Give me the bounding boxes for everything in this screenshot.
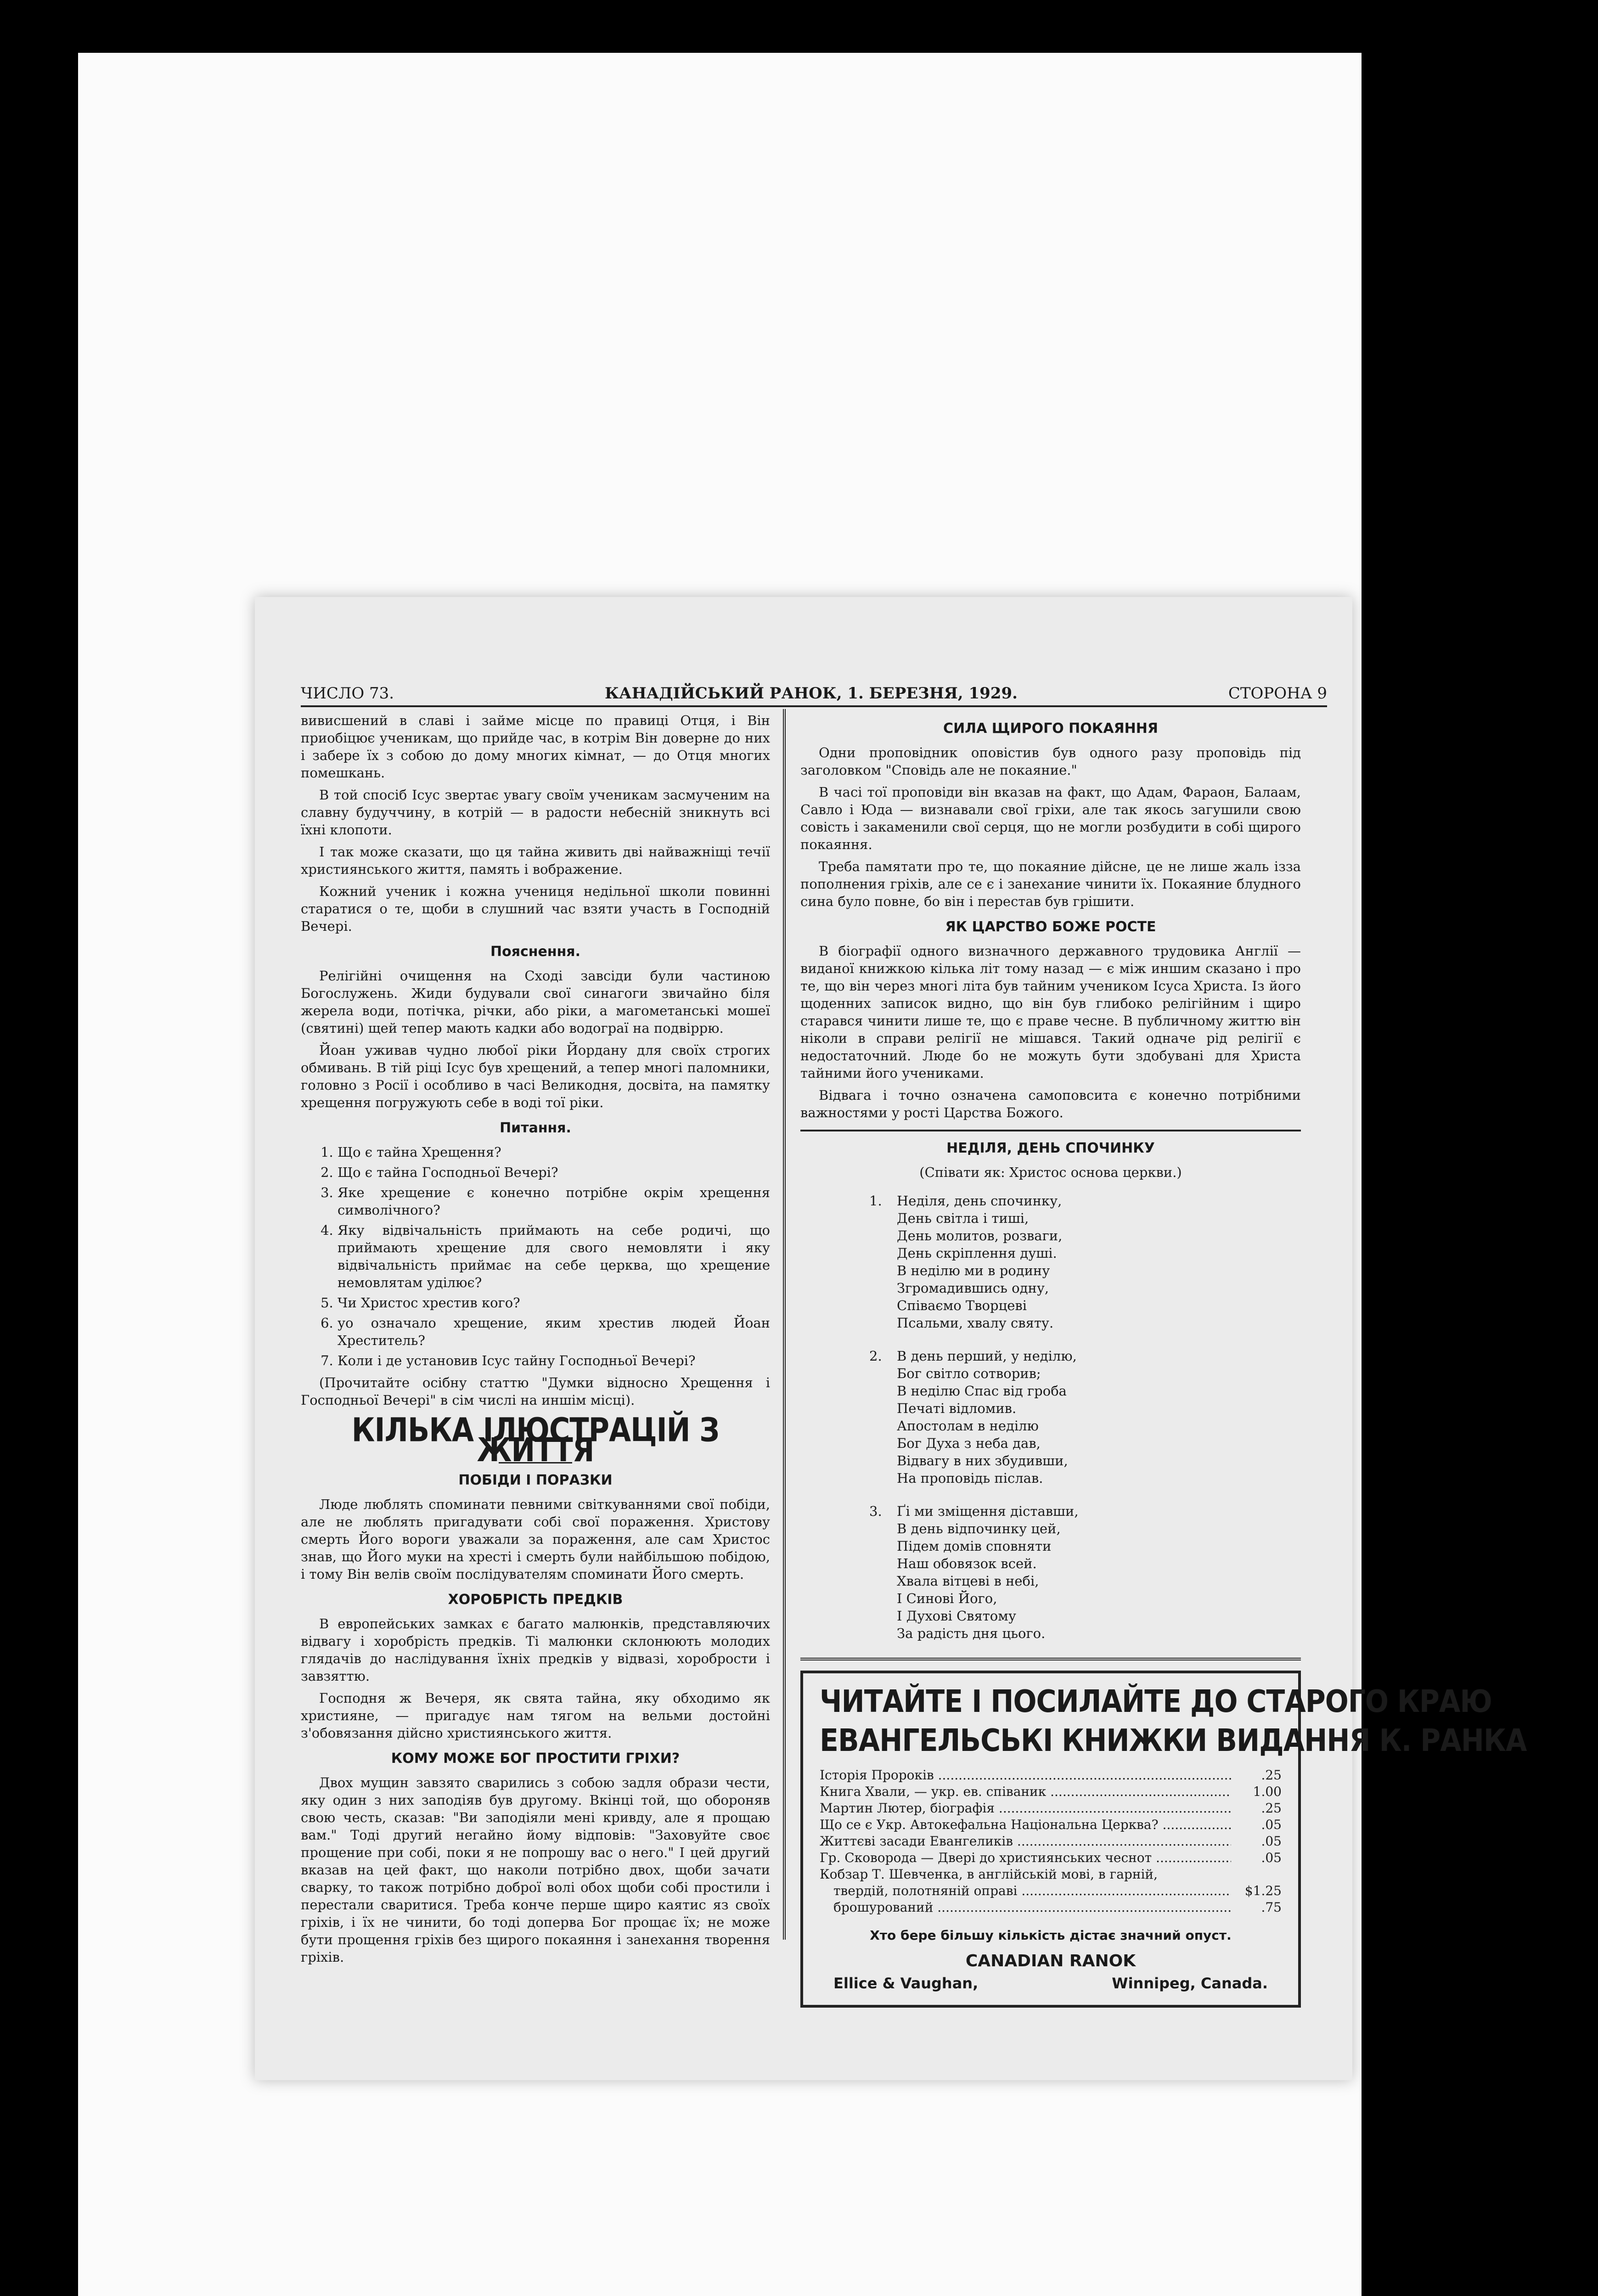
paragraph: В біографії одного визначного державного трудовика Англії — виданої книжкою кілька літ тому назад — є між иншим сказано і про те, що він через многі літа був тайним учеником Ісуса Христа. Із його щоденних записок видно, що він був глибоко релігійним і щиро старався чинити лише те, що є праве чесне. В публичному життю він ніколи в справи релігії не мішався. Такий одначе рід релігії є недостаточний. Люде бо не можуть бути здобувані для Христа тайними його учениками. [800,943,1301,1081]
book-item [820,1833,1282,1850]
paragraph: Двох мущин завзято сварились з собою задля образи чести, яку один з них заподіяв був другому. Вкінці той, що обороняв свою честь, сказав: "Ви заподіяли мені кривду, але я прощаю вам." Тоді другий негайно йому відповів: "Заховуйте своє прощение при собі, поки я не попрошу вас о него." І цей другий вказав на цей факт, що наколи потрібно двох, щоби зачати сварку, то також потрібно доброї волі обох щоби собі простили і перестали сваритися. Треба конче перше щиро каятис яз своїх гріхів, і їх не чинити, бо тоді доперва Бог прощає їх; не може бути прощення гріхів без щирого покаяння і занехання творення гріхів. [301,1775,770,1965]
masthead [301,675,1327,703]
verse-line: На проповідь післав. [897,1470,1043,1486]
book-title: Гр. Сковорода — Двері до християнських чеснот ..... [820,1850,1231,1866]
book-item [820,1767,1282,1784]
paragraph: В часі тої проповіди він вказав на факт, що Адам, Фараон, Балаам, Савло і Юда — визнавали свої гріхи, але так якось загушили свою совість і закаменили свої серця, що не могли розбудити в собі щирого покаяння. [800,784,1301,852]
section-heading: ЯК ЦАРСТВО БОЖЕ РОСТЕ [945,919,1156,935]
hymn-note: (Співати як: Христос основа церкви.) [919,1165,1182,1180]
hymn-heading: НЕДІЛЯ, ДЕНЬ СПОЧИНКУ [946,1140,1155,1156]
publisher-name: CANADIAN RANOK [965,1952,1136,1970]
book-title: твердій, полотняній оправі ..... [820,1883,1231,1899]
section-heading-questions: Питання. [500,1120,571,1136]
paragraph: (Прочитайте осібну статтю "Думки відносно Хрещення і Господньої Вечері" в сім числі на иншім місці). [301,1375,770,1408]
newspaper-page [255,597,1527,2080]
ad-title-line: ЧИТАЙТЕ І ПОСИЛАЙТЕ ДО СТАРОГО КРАЮ [820,1683,1492,1720]
address-city: Winnipeg, Canada. [1112,1975,1268,1992]
book-price: .25 [1261,1767,1282,1783]
paragraph: Йоан уживав чудно любої ріки Йордану для своїх строгих обмивань. В тій ріці Ісус був хрещений, а тепер многі паломники, головно з Росії і особливо в часі Великодня, досвіта, на памятку хрещення погружують себе в воді тої ріки. [301,1042,770,1110]
stanza-number: 2. [869,1348,882,1364]
book-price: $1.25 [1244,1883,1282,1898]
book-title: Мартин Лютер, біографія ..... [820,1800,1231,1817]
list-item: 2. Що є тайна Господньої Вечері? [338,1164,770,1181]
verse-line: Бог Духа з неба дав, [897,1435,1041,1451]
left-column [301,712,770,1970]
verse-line: Печаті відломив. [897,1401,1017,1416]
verse-line: В день відпочинку цей, [897,1521,1061,1536]
verse-line: В неділю ми в родину [897,1263,1050,1278]
book-item [820,1866,1282,1883]
paragraph: Відвага і точно означена самоповсита є конечно потрібними важностями у рості Царства Божого. [800,1087,1301,1120]
masthead-rule [301,705,1327,707]
paragraph: Люде люблять споминати певними світкуваннями свої побіди, але не люблять пригадувати собі свої пораження. Христову смерть Його вороги уважали за пораження, але сам Христос знав, що Його муки на хресті і смерть були найбільшою побідою, і тому Він велів своїм послідувателям споминати Його смерть. [301,1497,770,1582]
book-price: 1.00 [1253,1784,1282,1799]
book-price: .05 [1261,1850,1282,1865]
paragraph: В той спосіб Ісус звертає увагу своїм ученикам засмученим на славну будуччину, в котрій — в радости небесній зникнуть всі їхні клопоти. [301,787,770,838]
book-item [820,1784,1282,1800]
stanza-number: 1. [869,1193,882,1209]
verse-line: Згромадившись одну, [897,1280,1049,1296]
paragraph: В европейських замках є багато малюнків, представляючих відвагу і хоробрість предків. Ті малюнки склонюють молодих глядачів до наслідування їхніх предків у відвазі, хоробрости і завзяттю. [301,1616,770,1684]
book-item [820,1883,1282,1899]
book-title: Історія Пророків ..... [820,1767,1231,1784]
verse-line: Апостолам в неділю [897,1418,1039,1434]
verse-line: В неділю Спас від гроба [897,1383,1067,1399]
issue-number: ЧИСЛО 73. [301,684,394,703]
verse-line: За радість дня цього. [897,1626,1046,1641]
verse-line: Бог світло сотворив; [897,1366,1041,1381]
verse-line: Ґі ми зміщення діставши, [897,1503,1079,1519]
questions-list [301,1143,770,1369]
right-column [800,712,1527,2008]
book-title: Кобзар Т. Шевченка, в англійській мові, в гарній, [820,1867,1158,1882]
list-item: 5. Чи Христос хрестив кого? [338,1294,770,1311]
paragraph: Релігійні очищення на Сході завсіди були частиною Богослужень. Жиди будували свої синагоги звичайно біля жерела води, потічка, річки, або ріки, а магометанські мошеї (святині) щей тепер мають кадки або водограї на подвіррю. [301,968,770,1036]
book-list [820,1767,1282,1916]
ad-title-line: ЕВАНГЕЛЬСЬКІ КНИЖКИ ВИДАННЯ К. РАНКА [820,1722,1527,1759]
stanza-number: 3. [869,1503,882,1519]
verse-line: І Духові Святому [897,1608,1016,1624]
verse-line: День молитов, розваги, [897,1228,1063,1244]
verse-line: Підем домів сповняти [897,1538,1052,1554]
verse-line: В день перший, у неділю, [897,1348,1077,1364]
book-title: Книга Хвали, — укр. ев. співаник ..... [820,1784,1231,1800]
section-heading: СИЛА ЩИРОГО ПОКАЯННЯ [943,720,1158,737]
verse-line: І Синові Його, [897,1591,997,1606]
paragraph: Господня ж Вечеря, як свята тайна, яку обходимо як християне, — пригадує нам тягом на вельми достойні з'обовязання дійсно християнського життя. [301,1690,770,1741]
paper-title-date: КАНАДІЙСЬКИЙ РАНОК, 1. БЕРЕЗНЯ, 1929. [604,684,1018,703]
verse-line: День світла і тиші, [897,1210,1029,1226]
verse-line: Відвагу в них збудивши, [897,1453,1068,1469]
ad-title [820,1682,1527,1760]
book-price: .05 [1261,1834,1282,1849]
list-item: 1. Що є тайна Хрещення? [338,1143,770,1161]
book-item [820,1800,1282,1817]
book-price: .25 [1261,1801,1282,1816]
section-heading: ХОРОБРІСТЬ ПРЕДКІВ [448,1592,623,1608]
book-item [820,1899,1282,1916]
paragraph: Одни проповідник оповістив був одного разу проповідь під заголовком "Сповідь але не покаяние." [800,745,1301,778]
paragraph: І так може сказати, що ця тайна живить дві найважніщі течії християнського життя, память і вображение. [301,844,770,877]
list-item: 3. Яке хрещение є конечно потрібне окрім хрещення символічного? [338,1184,770,1219]
verse-line: День скріплення душі. [897,1245,1057,1261]
verse-line: Псальми, хвалу святу. [897,1315,1054,1331]
list-item: 4. Яку відвічальність приймають на себе родичі, що приймають хрещение для свого немовляти і яку відвічальність приймає на себе церква, що хрещение немовлятам уділює? [338,1221,770,1291]
verse-line: Неділя, день спочинку, [897,1193,1062,1209]
list-item: 6. уо означало хрещение, яким хрестив людей Йоан Хреститель? [338,1314,770,1349]
book-item [820,1817,1282,1833]
verse-line: Наш обовязок всей. [897,1556,1037,1571]
book-title: брошурований ..... [820,1899,1231,1916]
book-price: .75 [1261,1900,1282,1915]
article-headline: КІЛЬКА ІЛЮСТРАЦІЙ З ЖИТТЯ [351,1410,720,1469]
paragraph: Кожний ученик і кожна учениця недільної школи повинні старатися о те, щоби в слушний час взяти участь в Господній Вечері. [301,884,770,934]
publisher-address [820,1975,1282,1992]
book-item [820,1850,1282,1866]
column-divider [783,709,786,1940]
book-advertisement [800,1671,1527,2008]
address-street: Ellice & Vaughan, [833,1975,979,1992]
section-heading: ПОБІДИ І ПОРАЗКИ [458,1472,613,1488]
hymn-stanza [869,1347,1301,1487]
divider [800,1130,1301,1131]
paragraph: вивисшений в славі і займе місце по правиці Отця, і Він приобіцює ученикам, що прийде час, в котрім Він доверне до них і забере їх з собою до дому многих кімнат, — до Отця многих помешкань. [301,713,770,781]
verse-line: Співаємо Творцеві [897,1298,1027,1313]
list-item: 7. Коли і де установив Ісус тайну Господньої Вечері? [338,1352,770,1369]
hymn-stanza [869,1503,1301,1642]
verse-line: Хвала вітцеві в небі, [897,1573,1039,1589]
divider [800,1658,1301,1660]
section-heading: КОМУ МОЖЕ БОГ ПРОСТИТИ ГРІХИ? [391,1750,680,1767]
paragraph: Треба памятати про те, що покаяние дійсне, це не лише жаль ізза пополнения гріхів, але се є і занехание чинити їх. Покаяние блудного сина було повне, бо він і перестав був грішити. [800,859,1301,909]
page-number: СТОРОНА 9 [1228,684,1327,703]
hymn-stanza [869,1192,1301,1332]
section-heading-explanation: Пояснення. [490,944,580,960]
book-title: Життєві засади Евангеликів ..... [820,1833,1231,1850]
book-price: .05 [1261,1817,1282,1832]
ad-discount-note: Хто бере більшу кількість дістає значний опуст. [870,1928,1232,1943]
book-title: Що се є Укр. Автокефальна Національна Церква? ..... [820,1817,1231,1833]
